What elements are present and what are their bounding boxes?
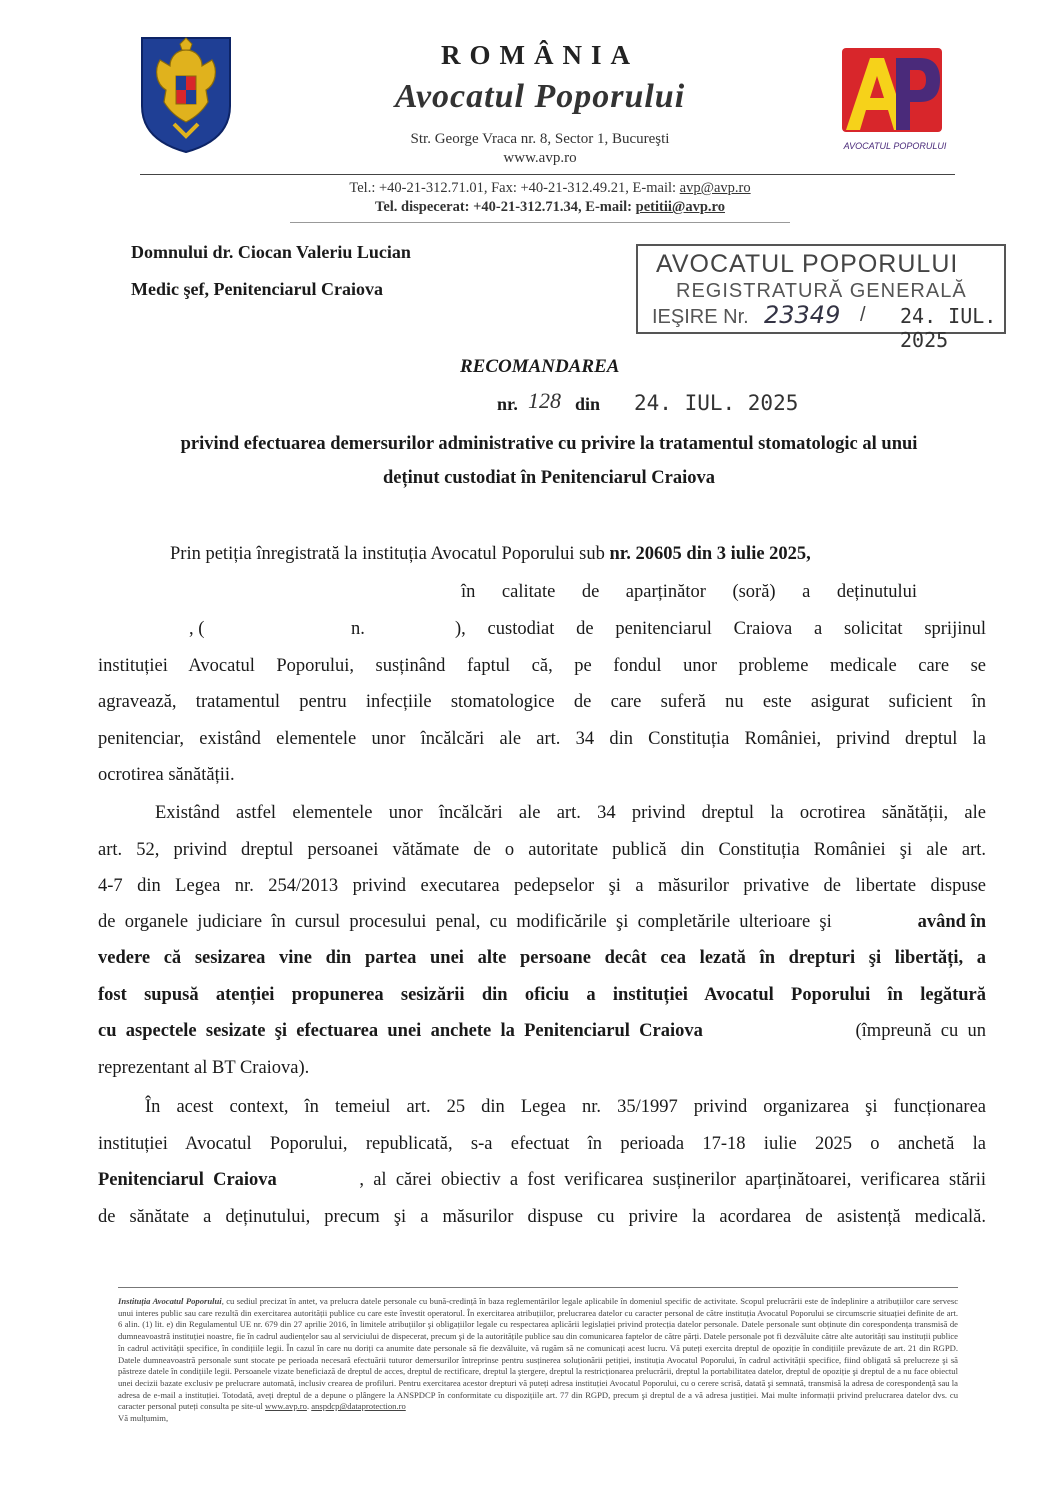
institution-name: Avocatul Poporului	[394, 78, 686, 115]
paragraph-2-line-8: reprezentant al BT Craiova).	[98, 1058, 310, 1078]
contact-line-2: Tel. dispecerat: +40-21-312.71.34, E-mail: petitii@avp.ro	[375, 199, 725, 215]
subject-line-2: deținut custodiat în Penitenciarul Craiova	[383, 468, 715, 488]
paragraph-2-line-2: art. 52, privind dreptul persoanei vătămate de o autoritate publică din Constituția României şi ale art.	[98, 840, 986, 860]
paragraph-2-line-5: vedere că sesizarea vine din partea unei alte persoane decât cea lezată în drepturi şi libertăți, a	[98, 948, 986, 968]
country-name: ROMÂNIA	[441, 40, 639, 70]
paragraph-2-line-1: Existând astfel elementele unor încălcări ale art. 34 privind dreptul la ocrotirea sănătății, ale	[155, 803, 986, 823]
contact-divider	[290, 222, 790, 223]
paragraph-1-line-4: instituției Avocatul Poporului, susținând faptul că, pe fondul unor probleme medicale care se	[98, 656, 986, 676]
footer-website-link[interactable]: www.avp.ro	[265, 1401, 307, 1412]
number-label: nr.	[497, 394, 518, 414]
recommendation-number: 128	[528, 388, 561, 413]
addressee-name: Domnului dr. Ciocan Valeriu Lucian	[131, 242, 411, 262]
paragraph-3-line-3: Penitenciarul Craiova , al cărei obiectiv a fost verificarea susținerilor aparținătoarei, verificarea stării	[98, 1170, 986, 1190]
paragraph-2-line-6: fost supusă atenției propunerea sesizării din oficiu a instituției Avocatul Poporului în legătură	[98, 985, 986, 1005]
recommendation-date: 24. IUL. 2025	[634, 391, 799, 415]
paragraph-1-line-3a: , (	[189, 619, 205, 639]
contact-line-1: Tel.: +40-21-312.71.01, Fax: +40-21-312.49.21, E-mail: avp@avp.ro	[349, 180, 751, 196]
footer-divider	[118, 1287, 958, 1288]
paragraph-3-line-1: În acest context, în temeiul art. 25 din Legea nr. 35/1997 privind organizarea şi funcționarea	[145, 1097, 986, 1117]
paragraph-1-line-5: agravează, tratamentul pentru infecțiile stomatologice de care suferă nu este asigurat suficient în	[98, 692, 986, 712]
petitii-email-link[interactable]: petitii@avp.ro	[635, 199, 725, 215]
paragraph-2-line-3: 4-7 din Legea nr. 254/2013 privind executarea pedepselor şi a măsurilor privative de libertate dispuse	[98, 876, 986, 896]
paragraph-3-line-4: de sănătate a deținutului, precum şi a măsurilor dispuse cu privire la acordarea de asistență medicală.	[98, 1207, 986, 1227]
stamp-separator: /	[860, 304, 866, 326]
institution-website: www.avp.ro	[503, 150, 577, 166]
paragraph-2-line-4: de organele judiciare în cursul procesului penal, cu modificările şi completările ulterioare şi având în	[98, 912, 986, 932]
paragraph-1-line-2: în calitate de aparținător (soră) a deținutului	[461, 582, 917, 602]
paragraph-1-line-3c: ), custodiat de penitenciarul Craiova a solicitat sprijinul	[455, 619, 986, 639]
institution-address: Str. George Vraca nr. 8, Sector 1, Bucureşti	[410, 131, 670, 147]
paragraph-1-line-3b: n.	[351, 619, 365, 639]
date-label: din	[575, 394, 601, 414]
stamp-registry: REGISTRATURĂ GENERALĂ	[676, 280, 967, 302]
paragraph-1-line-6: penitenciar, existând elementele unor încălcări ale art. 34 din Constituția României, privind dreptul la	[98, 729, 986, 749]
avocatul-poporului-logo	[836, 46, 954, 156]
paragraph-1-line-7: ocrotirea sănătății.	[98, 765, 235, 785]
document-title: RECOMANDAREA	[460, 356, 620, 377]
logo-caption: AVOCATUL POPORULUI	[843, 141, 947, 151]
gdpr-footer-notice: Instituția Avocatul Poporului, cu sediul precizat în antet, va prelucra datele personale cu bună-credință în baza reglementărilor legale aplicabile în domeniul specific de activitate. Scopul prelucrării este de îndeplinire a atribuțiilor care servesc unui interes public sau care rezultă din exercitarea autorității publice cu care este învestit operatorul. În exercitarea atribuțiilor, prelucrarea datelor cu caracter personal de către instituția Avocatul Poporului se circumscrie situației definite de art. 6 alin. (1) lit. e) din Regulamentul UE nr. 679 din 27 aprilie 2016, în limitele atribuțiilor şi obligațiilor legale cu respectarea aplicării legislației privind protecția datelor personale. Datele personale sunt obținute din corespondența transmisă de dumneavoastră instituției noastre, fie în cadrul audiențelor sau al serviciului de dispecerat, precum şi de la autoritățile publice sau din comunicarea faptelor de către părți. Datele personale pot fi dezvăluite către alte autorități sau instituții publice în cadrul activității specifice, în condițiile legii. În cazul în care nu doriți ca anumite date personale să fie dezvăluite, vă rugăm să ne comunicați acest lucru. Vă puteți exercita dreptul de opoziție în condițiile prevăzute de art. 21 din RGPD. Datele dumneavoastră personale sunt stocate pe perioada necesară efectuării tuturor demersurilor întreprinse pentru susținerea soluționării petiției, instituția Avocatul Poporului, în cadrul activității specifice, fiind obligată să prelucreze şi să păstreze datele în condițiile legii. Persoanele vizate beneficiază de dreptul de acces, dreptul de rectificare, dreptul la ştergere, dreptul la restricționarea prelucrării, dreptul la portabilitatea datelor, dreptul de opoziție şi dreptul de a nu face obiectul unei decizii bazate exclusiv pe prelucrare automată, inclusiv crearea de profiluri. Pentru exercitarea acestor drepturi vă puteți adresa instituției Avocatul Poporului, cu o cerere scrisă, datată şi semnată, transmisă la adresa de corespondență sau la adresa de e-mail a instituției. Totodată, aveți dreptul de a depune o plângere la ANSPDCP în conformitate cu dispozițiile art. 77 din RGPD, precum şi dreptul de a vă adresa justiției. Mai multe informații privind prelucrarea datelor dvs. cu caracter personal puteți consulta pe site-ul www.avp.ro. anspdcp@dataprotection.ro Vă mulțumim,	[118, 1296, 959, 1424]
coat-of-arms-icon	[140, 36, 232, 154]
stamp-number: 23349	[764, 301, 841, 329]
paragraph-3-line-2: instituției Avocatul Poporului, republicată, s-a efectuat în perioada 17-18 iulie 2025 o anchetă la	[98, 1134, 986, 1154]
email-link[interactable]: avp@avp.ro	[679, 180, 751, 196]
registry-stamp	[636, 244, 1006, 352]
stamp-exit-label: IEŞIRE Nr.	[652, 306, 749, 328]
footer-closing: Vă mulțumim,	[118, 1413, 169, 1424]
header-divider	[140, 174, 955, 175]
subject-line-1: privind efectuarea demersurilor administrative cu privire la tratamentul stomatologic al unui	[180, 434, 918, 454]
footer-email[interactable]: anspdcp@dataprotection.ro	[311, 1401, 406, 1412]
paragraph-1-line-1: Prin petiția înregistrată la instituția Avocatul Poporului sub nr. 20605 din 3 iulie 2025,	[170, 544, 811, 564]
paragraph-2-line-7: cu aspectele sesizate şi efectuarea unei anchete la Penitenciarul Craiova (împreună cu un	[98, 1021, 986, 1041]
stamp-date: 24. IUL. 2025	[900, 304, 997, 352]
stamp-institution: AVOCATUL POPORULUI	[656, 250, 959, 278]
addressee-title: Medic şef, Penitenciarul Craiova	[131, 279, 383, 299]
